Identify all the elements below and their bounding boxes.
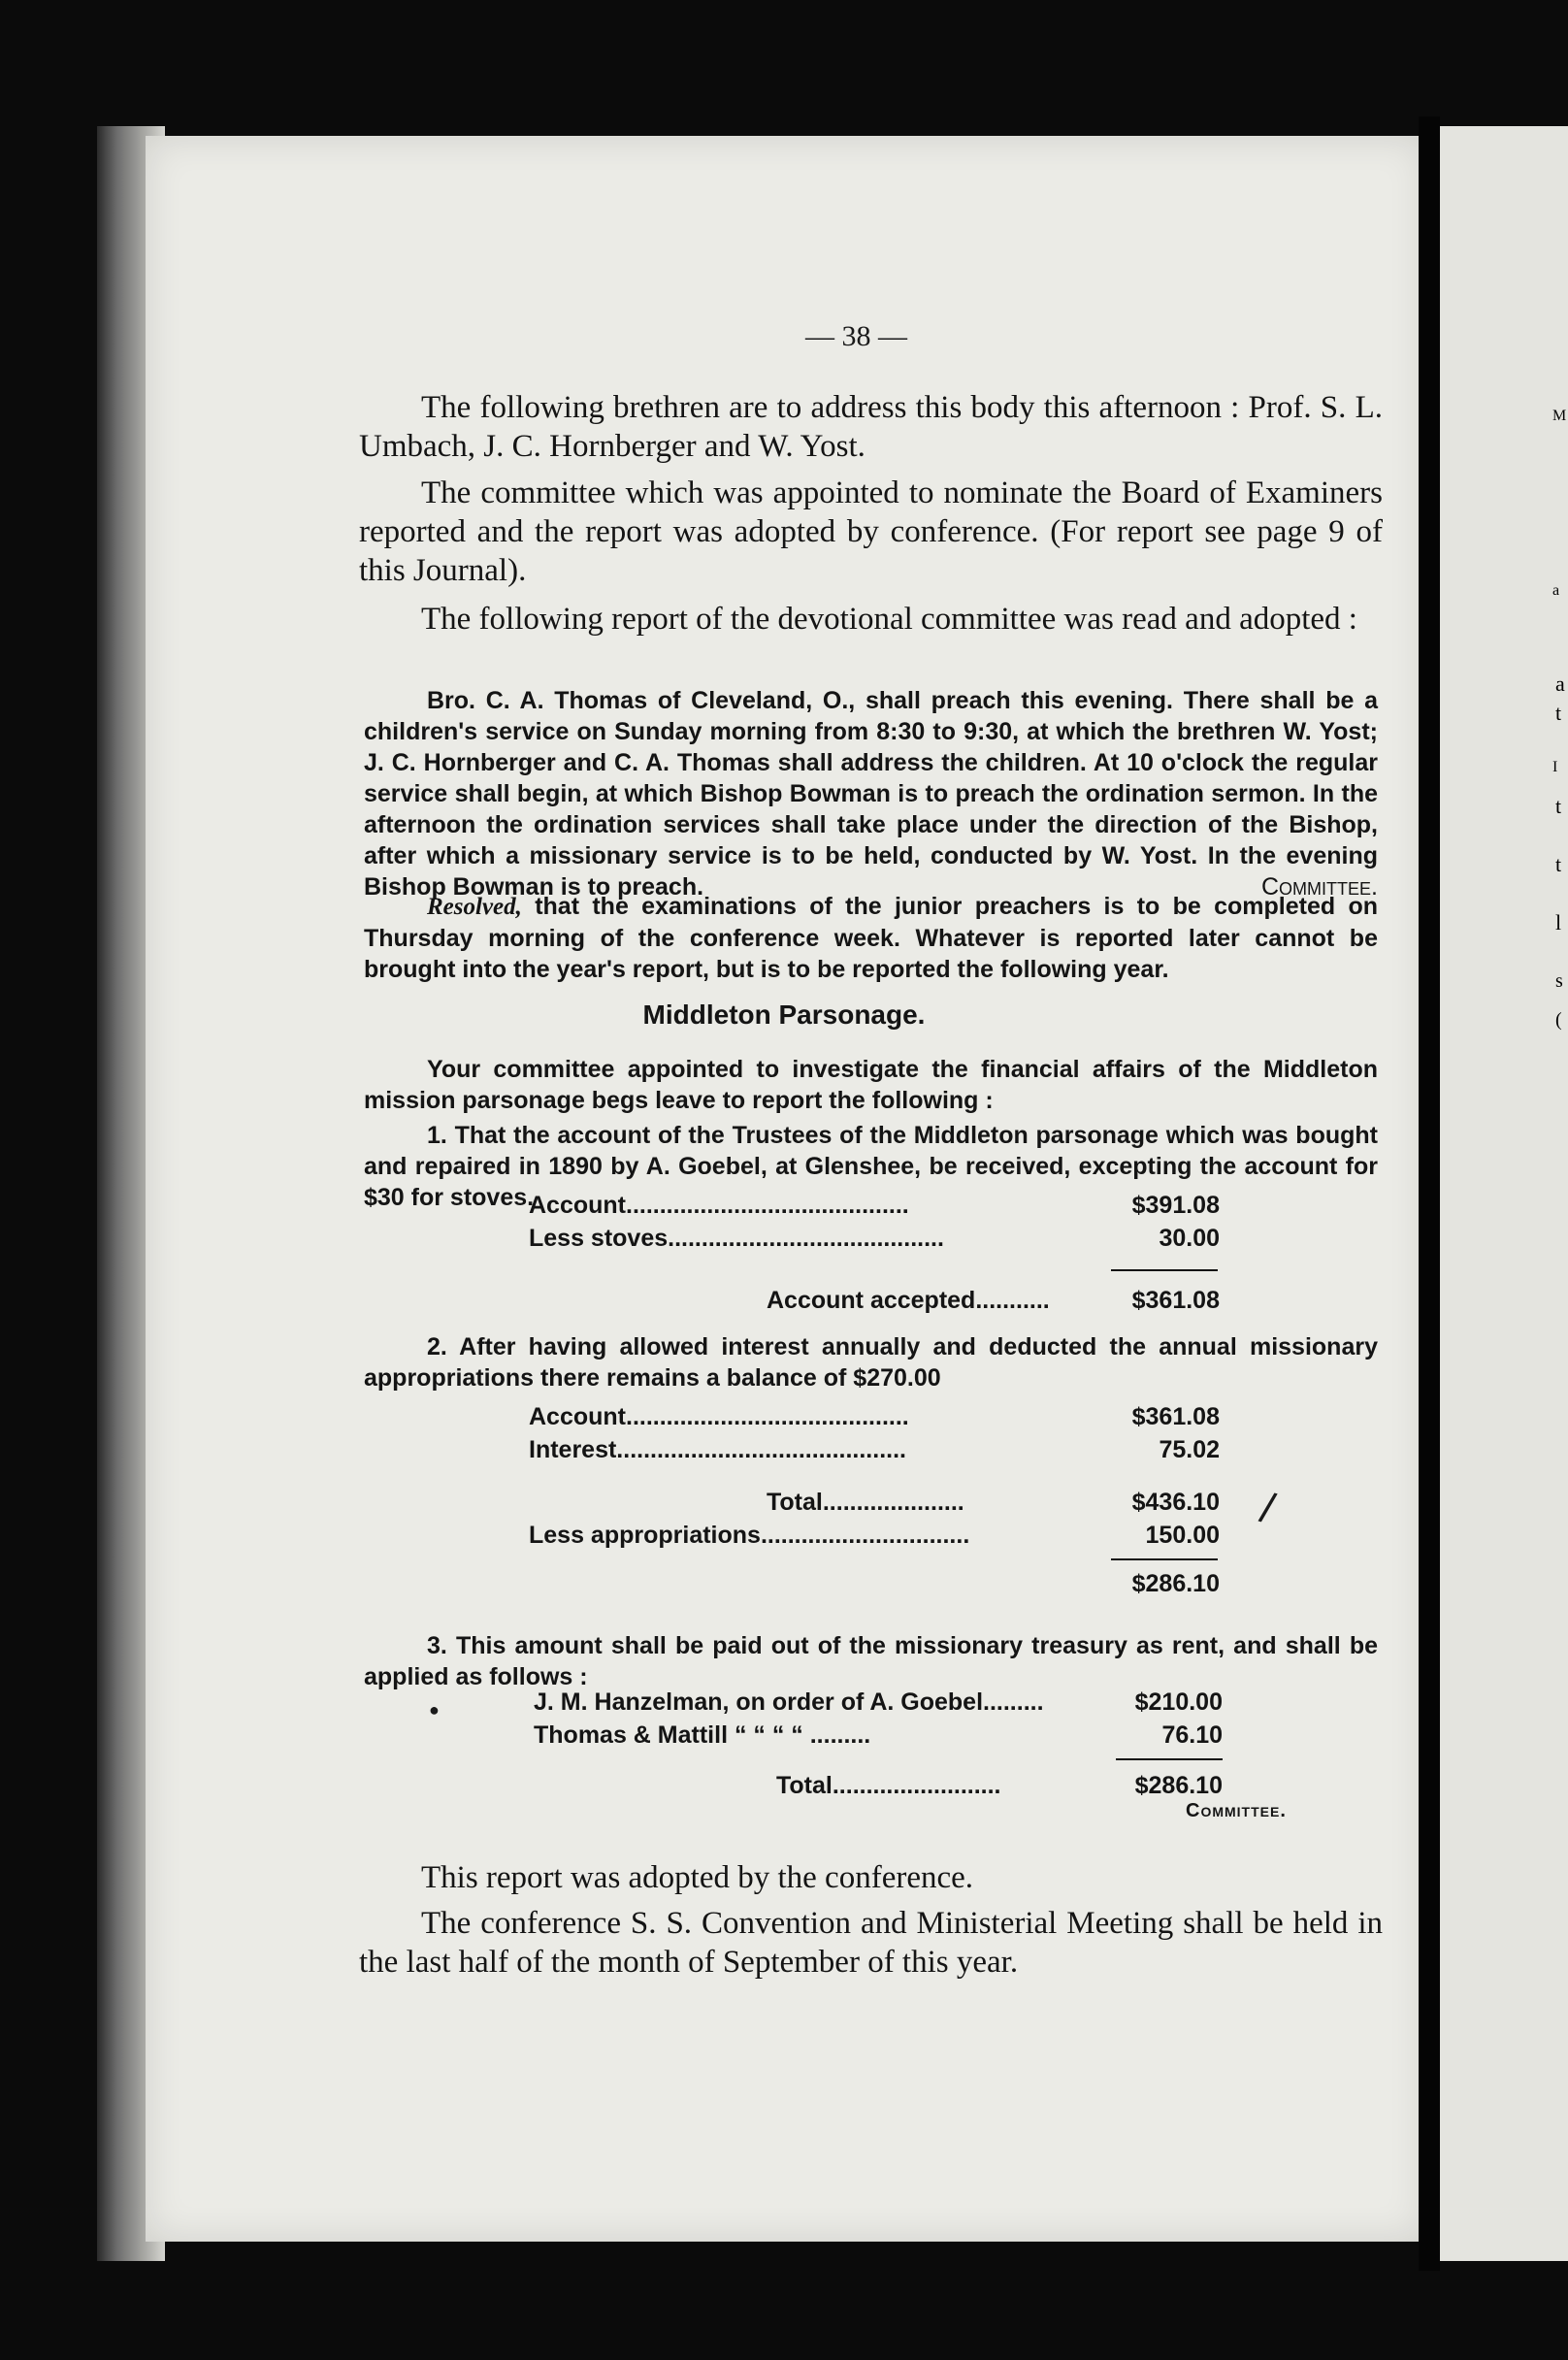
ledger-label: J. M. Hanzelman, on order of A. Goebel.........	[534, 1688, 1044, 1716]
section-heading: Middleton Parsonage.	[642, 1000, 926, 1030]
paragraph-speakers: The following brethren are to address this body this afternoon : Prof. S. L. Umbach, J. C. Hornberger and W. Yost.	[359, 390, 1383, 464]
ledger-account-accepted	[529, 1192, 1237, 1318]
ledger-rule	[1111, 1269, 1218, 1271]
edge-letter: t	[1555, 701, 1562, 725]
edge-letter: a	[1552, 582, 1560, 599]
ledger-amount: $436.10	[1131, 1489, 1220, 1516]
edge-letter: M	[1552, 408, 1567, 424]
closing-convention: The conference S. S. Convention and Ministerial Meeting shall be held in the last half of the month of September of this year.	[359, 1906, 1383, 1980]
ledger-amount: 150.00	[1145, 1522, 1220, 1549]
parsonage-item-3: 3. This amount shall be paid out of the missionary treasury as rent, and shall be applied as follows :	[364, 1632, 1378, 1690]
edge-letter: t	[1555, 794, 1562, 818]
paragraph-board-of-examiners: The committee which was appointed to nominate the Board of Examiners reported and the report was adopted by conference. (For report see page 9 of this Journal).	[359, 475, 1383, 588]
closing-adopted: This report was adopted by the conference.	[421, 1860, 974, 1895]
resolved-text: that the examinations of the junior preachers is to be completed on Thursday morning of the conference week. Whatever is reported later cannot be brought into the year's report, but is to be reported the following year.	[364, 893, 1378, 983]
resolution	[364, 891, 1378, 985]
page-number: — 38 —	[805, 320, 907, 352]
parsonage-committee-signature: Committee.	[1186, 1800, 1287, 1821]
edge-letter: I	[1552, 759, 1558, 775]
edge-letter: a	[1555, 672, 1565, 696]
edge-letter: (	[1555, 1009, 1562, 1031]
ledger-rent-applied	[534, 1688, 1252, 1844]
ledger-rule	[1111, 1558, 1218, 1560]
paragraph-devotional-intro: The following report of the devotional committee was read and adopted :	[421, 602, 1357, 637]
ledger-amount: $361.08	[1131, 1287, 1220, 1314]
ledger-amount: 76.10	[1161, 1721, 1223, 1749]
parsonage-item-2: 2. After having allowed interest annually and deducted the annual missionary appropriations there remains a balance of $270.00	[364, 1333, 1378, 1392]
ledger-rule	[1116, 1758, 1223, 1760]
edge-letter: t	[1555, 852, 1562, 876]
devotional-report-text: Bro. C. A. Thomas of Cleveland, O., shall preach this evening. There shall be a children's service on Sunday morning from 8:30 to 9:30, at which the brethren W. Yost; J. C. Hornberger and C. A. Thomas shall address the children. At 10 o'clock the regular service shall begin, at which Bishop Bowman is to preach the ordination sermon. In the afternoon the ordination services shall take place under the direction of the Bishop, after which a missionary service is to be held, conducted by W. Yost. In the evening Bishop Bowman is to preach.	[364, 687, 1378, 901]
resolved-label: Resolved,	[427, 894, 522, 920]
ledger-amount: 30.00	[1159, 1225, 1220, 1252]
ledger-amount: $361.08	[1131, 1403, 1220, 1430]
ledger-label: Less stoves.........................................	[529, 1225, 944, 1252]
ledger-amount: $210.00	[1134, 1688, 1223, 1716]
ledger-label: Account..........................................	[529, 1403, 909, 1430]
ledger-label: Interest...........................................	[529, 1436, 906, 1463]
pencil-tick-mark: /	[1255, 1484, 1280, 1533]
edge-letter: l	[1555, 910, 1562, 934]
devotional-report	[364, 685, 1378, 902]
ledger-amount: $286.10	[1134, 1772, 1223, 1799]
ledger-label: Less appropriations...............................	[529, 1522, 970, 1549]
parsonage-item-1: 1. That the account of the Trustees of the Middleton parsonage which was bought and repaired in 1890 by A. Goebel, at Glenshee, be received, excepting the account for $30 for stoves.	[364, 1122, 1378, 1211]
devotional-committee-signature: Committee.	[1261, 873, 1378, 901]
ledger-label: Account accepted...........	[767, 1287, 1050, 1314]
ledger-balance	[529, 1403, 1237, 1607]
ledger-label: Thomas & Mattill “ “ “ “ .........	[534, 1721, 871, 1749]
parsonage-intro: Your committee appointed to investigate the financial affairs of the Middleton mission parsonage begs leave to report the following :	[364, 1056, 1378, 1114]
ledger-amount: $286.10	[1131, 1570, 1220, 1597]
edge-letter: s	[1555, 970, 1563, 992]
ledger-amount: $391.08	[1131, 1192, 1220, 1219]
ledger-label: Total.....................	[767, 1489, 964, 1516]
ledger-label: Total.........................	[776, 1772, 1001, 1799]
page-gutter	[1419, 116, 1440, 2271]
bullet-dot: ●	[429, 1700, 440, 1720]
ledger-label: Account..........................................	[529, 1192, 909, 1219]
ledger-amount: 75.02	[1159, 1436, 1220, 1463]
adjacent-page	[1440, 126, 1568, 2261]
